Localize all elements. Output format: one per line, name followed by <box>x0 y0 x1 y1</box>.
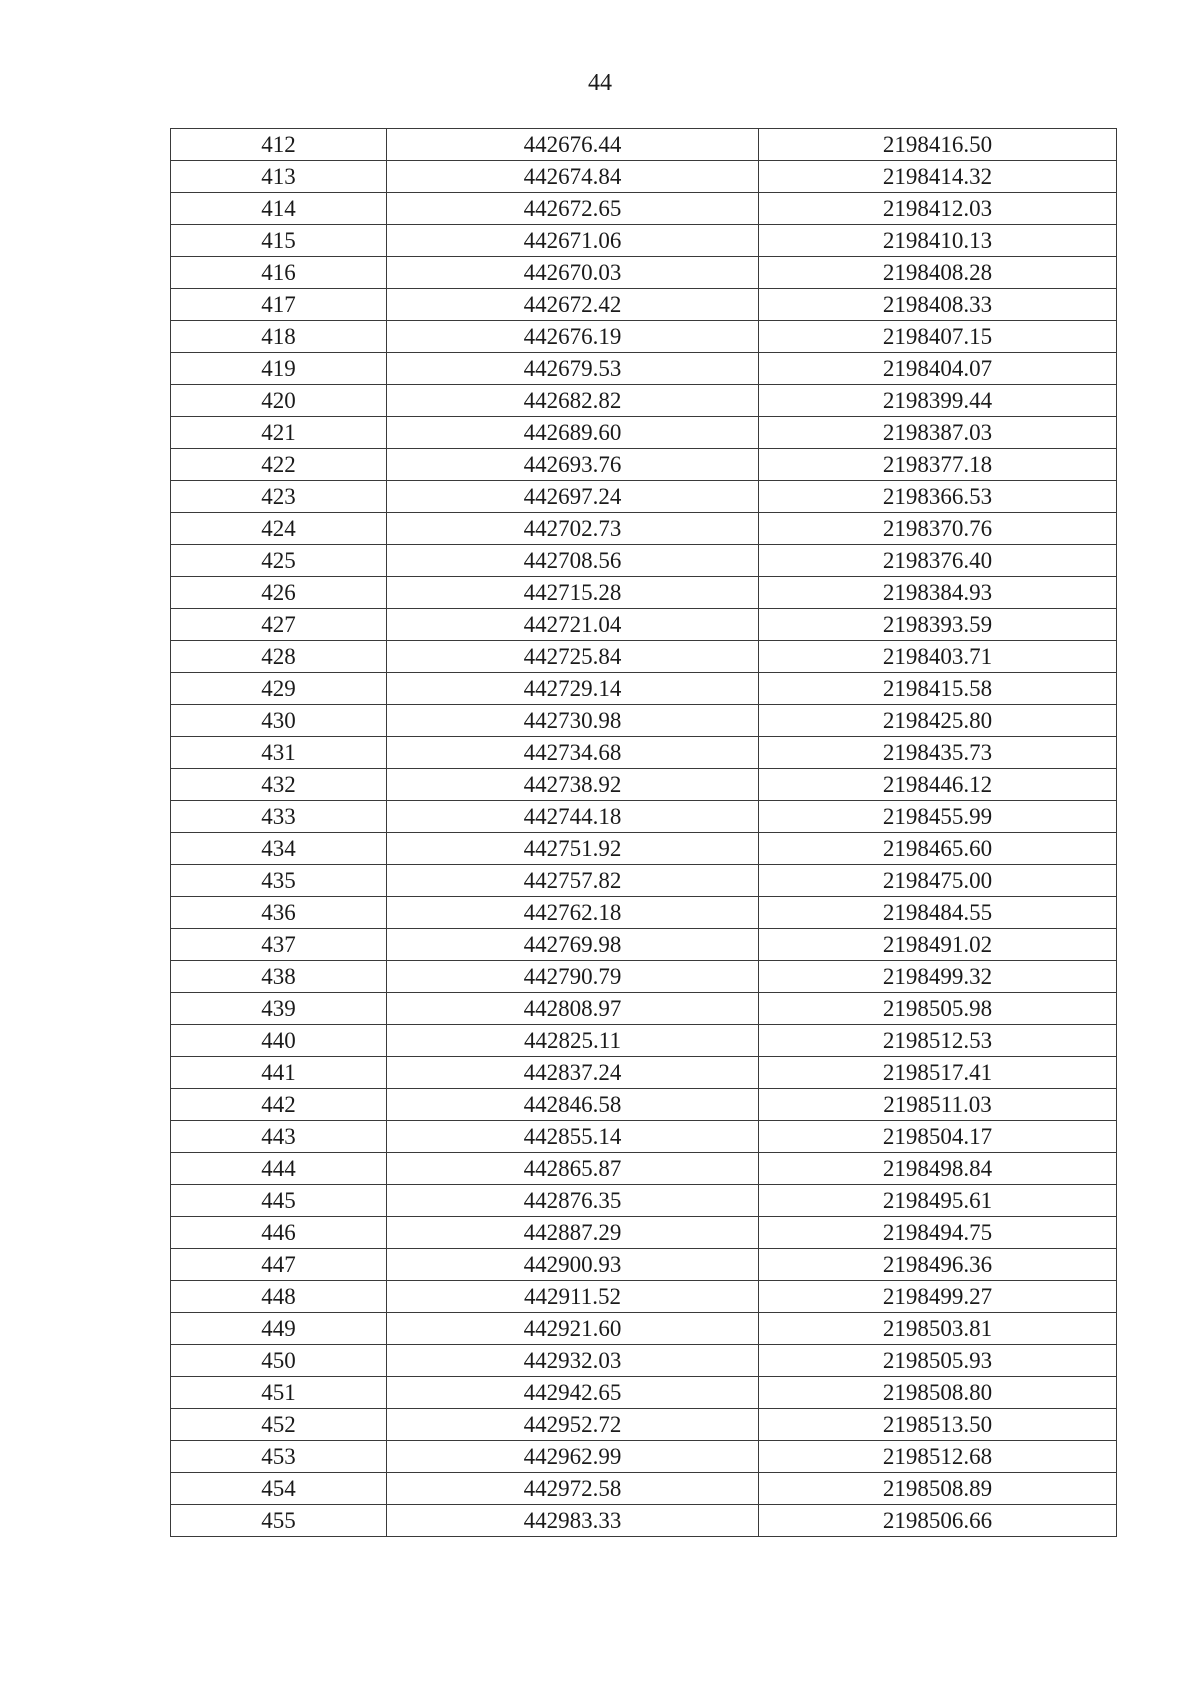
point-number-cell: 443 <box>171 1121 387 1153</box>
table-row <box>171 1505 1117 1537</box>
x-coordinate-cell: 442715.28 <box>387 577 759 609</box>
point-number-cell: 438 <box>171 961 387 993</box>
point-number-cell: 424 <box>171 513 387 545</box>
point-number-cell: 455 <box>171 1505 387 1537</box>
point-number-cell: 417 <box>171 289 387 321</box>
table-row <box>171 129 1117 161</box>
point-number-cell: 445 <box>171 1185 387 1217</box>
x-coordinate-cell: 442952.72 <box>387 1409 759 1441</box>
point-number-cell: 451 <box>171 1377 387 1409</box>
x-coordinate-cell: 442702.73 <box>387 513 759 545</box>
x-coordinate-cell: 442837.24 <box>387 1057 759 1089</box>
point-number-cell: 448 <box>171 1281 387 1313</box>
y-coordinate-cell: 2198416.50 <box>759 129 1117 161</box>
x-coordinate-cell: 442790.79 <box>387 961 759 993</box>
x-coordinate-cell: 442921.60 <box>387 1313 759 1345</box>
table-row <box>171 353 1117 385</box>
table-row <box>171 193 1117 225</box>
x-coordinate-cell: 442738.92 <box>387 769 759 801</box>
y-coordinate-cell: 2198408.33 <box>759 289 1117 321</box>
y-coordinate-cell: 2198403.71 <box>759 641 1117 673</box>
x-coordinate-cell: 442672.42 <box>387 289 759 321</box>
y-coordinate-cell: 2198491.02 <box>759 929 1117 961</box>
x-coordinate-cell: 442730.98 <box>387 705 759 737</box>
x-coordinate-cell: 442676.19 <box>387 321 759 353</box>
point-number-cell: 453 <box>171 1441 387 1473</box>
y-coordinate-cell: 2198512.53 <box>759 1025 1117 1057</box>
point-number-cell: 412 <box>171 129 387 161</box>
table-row <box>171 897 1117 929</box>
point-number-cell: 422 <box>171 449 387 481</box>
y-coordinate-cell: 2198370.76 <box>759 513 1117 545</box>
point-number-cell: 450 <box>171 1345 387 1377</box>
x-coordinate-cell: 442983.33 <box>387 1505 759 1537</box>
x-coordinate-cell: 442762.18 <box>387 897 759 929</box>
y-coordinate-cell: 2198377.18 <box>759 449 1117 481</box>
point-number-cell: 416 <box>171 257 387 289</box>
point-number-cell: 434 <box>171 833 387 865</box>
y-coordinate-cell: 2198387.03 <box>759 417 1117 449</box>
point-number-cell: 435 <box>171 865 387 897</box>
x-coordinate-cell: 442670.03 <box>387 257 759 289</box>
x-coordinate-cell: 442689.60 <box>387 417 759 449</box>
y-coordinate-cell: 2198511.03 <box>759 1089 1117 1121</box>
y-coordinate-cell: 2198508.80 <box>759 1377 1117 1409</box>
x-coordinate-cell: 442708.56 <box>387 545 759 577</box>
point-number-cell: 446 <box>171 1217 387 1249</box>
table-row <box>171 801 1117 833</box>
point-number-cell: 420 <box>171 385 387 417</box>
x-coordinate-cell: 442962.99 <box>387 1441 759 1473</box>
point-number-cell: 429 <box>171 673 387 705</box>
x-coordinate-cell: 442725.84 <box>387 641 759 673</box>
x-coordinate-cell: 442846.58 <box>387 1089 759 1121</box>
x-coordinate-cell: 442674.84 <box>387 161 759 193</box>
x-coordinate-cell: 442887.29 <box>387 1217 759 1249</box>
table-row <box>171 417 1117 449</box>
table-row <box>171 1057 1117 1089</box>
y-coordinate-cell: 2198415.58 <box>759 673 1117 705</box>
x-coordinate-cell: 442721.04 <box>387 609 759 641</box>
table-row <box>171 1473 1117 1505</box>
y-coordinate-cell: 2198498.84 <box>759 1153 1117 1185</box>
point-number-cell: 440 <box>171 1025 387 1057</box>
table-row <box>171 1185 1117 1217</box>
table-row <box>171 961 1117 993</box>
table-row <box>171 673 1117 705</box>
point-number-cell: 441 <box>171 1057 387 1089</box>
table-row <box>171 449 1117 481</box>
point-number-cell: 437 <box>171 929 387 961</box>
point-number-cell: 423 <box>171 481 387 513</box>
x-coordinate-cell: 442729.14 <box>387 673 759 705</box>
y-coordinate-cell: 2198505.93 <box>759 1345 1117 1377</box>
table-row <box>171 993 1117 1025</box>
x-coordinate-cell: 442900.93 <box>387 1249 759 1281</box>
x-coordinate-cell: 442769.98 <box>387 929 759 961</box>
x-coordinate-cell: 442697.24 <box>387 481 759 513</box>
table-row <box>171 225 1117 257</box>
coordinates-table <box>170 128 1117 1537</box>
x-coordinate-cell: 442932.03 <box>387 1345 759 1377</box>
point-number-cell: 419 <box>171 353 387 385</box>
table-row <box>171 1345 1117 1377</box>
y-coordinate-cell: 2198399.44 <box>759 385 1117 417</box>
point-number-cell: 447 <box>171 1249 387 1281</box>
x-coordinate-cell: 442751.92 <box>387 833 759 865</box>
y-coordinate-cell: 2198512.68 <box>759 1441 1117 1473</box>
x-coordinate-cell: 442865.87 <box>387 1153 759 1185</box>
table-row <box>171 1249 1117 1281</box>
table-row <box>171 833 1117 865</box>
x-coordinate-cell: 442942.65 <box>387 1377 759 1409</box>
x-coordinate-cell: 442676.44 <box>387 129 759 161</box>
table-row <box>171 481 1117 513</box>
table-row <box>171 545 1117 577</box>
point-number-cell: 421 <box>171 417 387 449</box>
table-row <box>171 385 1117 417</box>
y-coordinate-cell: 2198393.59 <box>759 609 1117 641</box>
y-coordinate-cell: 2198499.32 <box>759 961 1117 993</box>
table-row <box>171 289 1117 321</box>
point-number-cell: 427 <box>171 609 387 641</box>
point-number-cell: 449 <box>171 1313 387 1345</box>
point-number-cell: 428 <box>171 641 387 673</box>
x-coordinate-cell: 442757.82 <box>387 865 759 897</box>
x-coordinate-cell: 442744.18 <box>387 801 759 833</box>
table-row <box>171 865 1117 897</box>
point-number-cell: 418 <box>171 321 387 353</box>
y-coordinate-cell: 2198517.41 <box>759 1057 1117 1089</box>
table-row <box>171 1313 1117 1345</box>
y-coordinate-cell: 2198499.27 <box>759 1281 1117 1313</box>
table-row <box>171 1121 1117 1153</box>
point-number-cell: 415 <box>171 225 387 257</box>
x-coordinate-cell: 442734.68 <box>387 737 759 769</box>
point-number-cell: 436 <box>171 897 387 929</box>
page-number: 44 <box>588 70 612 96</box>
table-row <box>171 161 1117 193</box>
table-row <box>171 321 1117 353</box>
y-coordinate-cell: 2198503.81 <box>759 1313 1117 1345</box>
x-coordinate-cell: 442693.76 <box>387 449 759 481</box>
y-coordinate-cell: 2198407.15 <box>759 321 1117 353</box>
x-coordinate-cell: 442672.65 <box>387 193 759 225</box>
y-coordinate-cell: 2198465.60 <box>759 833 1117 865</box>
y-coordinate-cell: 2198414.32 <box>759 161 1117 193</box>
y-coordinate-cell: 2198404.07 <box>759 353 1117 385</box>
point-number-cell: 413 <box>171 161 387 193</box>
table-row <box>171 257 1117 289</box>
x-coordinate-cell: 442825.11 <box>387 1025 759 1057</box>
table-row <box>171 1089 1117 1121</box>
table-row <box>171 705 1117 737</box>
point-number-cell: 454 <box>171 1473 387 1505</box>
x-coordinate-cell: 442682.82 <box>387 385 759 417</box>
table-row <box>171 1025 1117 1057</box>
table-row <box>171 1217 1117 1249</box>
y-coordinate-cell: 2198494.75 <box>759 1217 1117 1249</box>
y-coordinate-cell: 2198408.28 <box>759 257 1117 289</box>
table-row <box>171 577 1117 609</box>
table-row <box>171 769 1117 801</box>
y-coordinate-cell: 2198495.61 <box>759 1185 1117 1217</box>
table-row <box>171 609 1117 641</box>
x-coordinate-cell: 442876.35 <box>387 1185 759 1217</box>
x-coordinate-cell: 442911.52 <box>387 1281 759 1313</box>
y-coordinate-cell: 2198484.55 <box>759 897 1117 929</box>
coordinates-table-body <box>171 129 1117 1537</box>
x-coordinate-cell: 442808.97 <box>387 993 759 1025</box>
table-row <box>171 1409 1117 1441</box>
table-row <box>171 513 1117 545</box>
point-number-cell: 452 <box>171 1409 387 1441</box>
point-number-cell: 442 <box>171 1089 387 1121</box>
y-coordinate-cell: 2198435.73 <box>759 737 1117 769</box>
table-row <box>171 1281 1117 1313</box>
y-coordinate-cell: 2198366.53 <box>759 481 1117 513</box>
x-coordinate-cell: 442679.53 <box>387 353 759 385</box>
y-coordinate-cell: 2198384.93 <box>759 577 1117 609</box>
table-row <box>171 737 1117 769</box>
point-number-cell: 425 <box>171 545 387 577</box>
point-number-cell: 414 <box>171 193 387 225</box>
point-number-cell: 433 <box>171 801 387 833</box>
y-coordinate-cell: 2198508.89 <box>759 1473 1117 1505</box>
y-coordinate-cell: 2198425.80 <box>759 705 1117 737</box>
y-coordinate-cell: 2198506.66 <box>759 1505 1117 1537</box>
table-row <box>171 641 1117 673</box>
y-coordinate-cell: 2198410.13 <box>759 225 1117 257</box>
table-row <box>171 1441 1117 1473</box>
y-coordinate-cell: 2198376.40 <box>759 545 1117 577</box>
table-row <box>171 1153 1117 1185</box>
y-coordinate-cell: 2198475.00 <box>759 865 1117 897</box>
y-coordinate-cell: 2198513.50 <box>759 1409 1117 1441</box>
y-coordinate-cell: 2198412.03 <box>759 193 1117 225</box>
y-coordinate-cell: 2198446.12 <box>759 769 1117 801</box>
point-number-cell: 439 <box>171 993 387 1025</box>
table-row <box>171 1377 1117 1409</box>
x-coordinate-cell: 442972.58 <box>387 1473 759 1505</box>
point-number-cell: 431 <box>171 737 387 769</box>
y-coordinate-cell: 2198504.17 <box>759 1121 1117 1153</box>
point-number-cell: 432 <box>171 769 387 801</box>
x-coordinate-cell: 442855.14 <box>387 1121 759 1153</box>
y-coordinate-cell: 2198505.98 <box>759 993 1117 1025</box>
point-number-cell: 444 <box>171 1153 387 1185</box>
y-coordinate-cell: 2198455.99 <box>759 801 1117 833</box>
y-coordinate-cell: 2198496.36 <box>759 1249 1117 1281</box>
point-number-cell: 430 <box>171 705 387 737</box>
x-coordinate-cell: 442671.06 <box>387 225 759 257</box>
point-number-cell: 426 <box>171 577 387 609</box>
table-row <box>171 929 1117 961</box>
